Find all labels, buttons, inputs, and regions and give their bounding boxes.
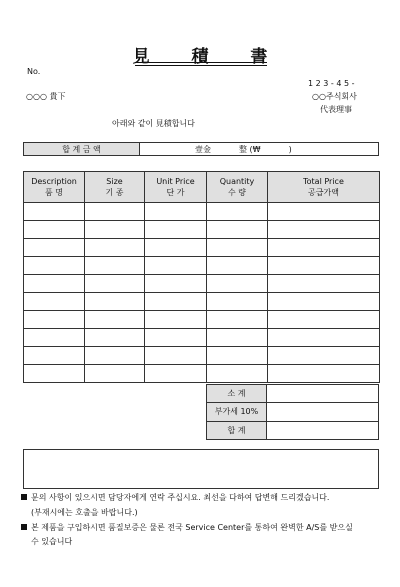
table-cell[interactable]: [145, 257, 207, 275]
table-cell[interactable]: [145, 347, 207, 365]
table-cell[interactable]: [24, 365, 85, 383]
table-row: [24, 221, 380, 239]
table-cell[interactable]: [145, 275, 207, 293]
vat-value-cell[interactable]: [267, 403, 379, 421]
column-header: [207, 172, 268, 203]
column-header: [24, 172, 85, 203]
note-line-1: 문의 사항이 있으시면 담당자에게 연락 주십시요. 최선을 다하여 답변해 드리겠습니다.: [21, 492, 383, 503]
column-header-ko: 공급가액: [308, 188, 339, 197]
table-cell[interactable]: [24, 203, 85, 221]
table-cell[interactable]: [145, 221, 207, 239]
table-cell[interactable]: [207, 239, 268, 257]
column-header-en: Total Price: [303, 177, 344, 186]
column-header: [268, 172, 380, 203]
table-cell[interactable]: [24, 221, 85, 239]
table-cell[interactable]: [24, 347, 85, 365]
table-row: [24, 311, 380, 329]
table-cell[interactable]: [85, 329, 145, 347]
table-cell[interactable]: [268, 311, 380, 329]
table-cell[interactable]: [85, 275, 145, 293]
column-header-ko: 품 명: [45, 188, 63, 197]
table-cell[interactable]: [145, 365, 207, 383]
recipient: ○○○ 貴下: [26, 92, 66, 101]
column-header-en: Description: [31, 177, 77, 186]
table-cell[interactable]: [268, 239, 380, 257]
table-row: [24, 329, 380, 347]
table-cell[interactable]: [85, 221, 145, 239]
total-amount-value[interactable]: [140, 143, 378, 155]
table-cell[interactable]: [268, 293, 380, 311]
table-cell[interactable]: [145, 311, 207, 329]
table-cell[interactable]: [268, 221, 380, 239]
company-name: ○○주식회사: [312, 92, 357, 101]
memo-box[interactable]: [23, 449, 379, 489]
representative: 代表理事: [320, 105, 352, 114]
table-cell[interactable]: [85, 257, 145, 275]
table-cell[interactable]: [207, 311, 268, 329]
table-cell[interactable]: [207, 293, 268, 311]
column-header-en: Unit Price: [156, 177, 195, 186]
notes: [21, 492, 383, 547]
grand-total-row: [207, 421, 379, 439]
note-line-2: (부재시에는 호출을 바랍니다.): [31, 508, 138, 517]
column-header-ko: 단 가: [166, 188, 185, 197]
table-cell[interactable]: [207, 203, 268, 221]
table-cell[interactable]: [268, 365, 380, 383]
column-header-en: Size: [106, 177, 123, 186]
document-number-label: No.: [27, 67, 41, 76]
table-cell[interactable]: [24, 239, 85, 257]
note-line-4: 수 있습니다: [31, 537, 73, 546]
currency-word: 壹金: [195, 144, 211, 154]
table-cell[interactable]: [85, 347, 145, 365]
column-header: [145, 172, 207, 203]
table-cell[interactable]: [24, 311, 85, 329]
table-cell[interactable]: [145, 293, 207, 311]
grand-total-label: 합 계: [207, 421, 267, 439]
table-cell[interactable]: [207, 275, 268, 293]
table-row: [24, 239, 380, 257]
column-header: [85, 172, 145, 203]
subtotal-row: [207, 385, 379, 403]
table-cell[interactable]: [85, 203, 145, 221]
table-cell[interactable]: [145, 239, 207, 257]
currency-close: ): [288, 144, 292, 154]
table-cell[interactable]: [268, 257, 380, 275]
column-header-ko: 기 종: [105, 188, 124, 197]
total-amount-bar: [23, 142, 379, 156]
subtotal-value-cell[interactable]: [267, 385, 379, 403]
table-cell[interactable]: [24, 329, 85, 347]
table-cell[interactable]: [24, 293, 85, 311]
table-cell[interactable]: [268, 347, 380, 365]
items-table: [23, 171, 380, 383]
table-cell[interactable]: [207, 221, 268, 239]
subtotal-label: 소 계: [207, 385, 267, 403]
table-cell[interactable]: [24, 257, 85, 275]
bullet-square-icon: [21, 494, 27, 500]
table-row: [24, 257, 380, 275]
intro-text: 아래와 같이 見積합니다: [112, 119, 195, 128]
table-cell[interactable]: [207, 329, 268, 347]
currency-unit: 整 (₩: [239, 144, 261, 154]
document-title: 見 積 書: [132, 47, 286, 67]
grand-total-value-cell[interactable]: [267, 421, 379, 439]
note-line-3: 본 제품을 구입하시면 품질보증은 물론 전국 Service Center를 통하여 완벽한 A/S를 받으실: [21, 522, 383, 533]
table-cell[interactable]: [207, 347, 268, 365]
table-cell[interactable]: [24, 275, 85, 293]
total-amount-label: 합 계 금 액: [24, 143, 140, 155]
vat-row: [207, 403, 379, 421]
table-cell[interactable]: [85, 365, 145, 383]
table-cell[interactable]: [145, 203, 207, 221]
column-header-ko: 수 량: [228, 188, 246, 197]
summary-table: [206, 384, 379, 440]
table-cell[interactable]: [145, 329, 207, 347]
table-row: [24, 365, 380, 383]
table-cell[interactable]: [268, 275, 380, 293]
table-row: [24, 293, 380, 311]
table-cell[interactable]: [207, 257, 268, 275]
title-underline-second: [135, 65, 267, 66]
table-cell[interactable]: [85, 239, 145, 257]
table-row: [24, 275, 380, 293]
column-header-en: Quantity: [219, 177, 255, 186]
table-cell[interactable]: [85, 311, 145, 329]
table-cell[interactable]: [85, 293, 145, 311]
document-date: 1 2 3 - 4 5 -: [308, 79, 355, 88]
table-cell[interactable]: [207, 365, 268, 383]
title-underline: [135, 62, 267, 63]
table-cell[interactable]: [268, 329, 380, 347]
table-header-row: [24, 172, 380, 203]
table-row: [24, 347, 380, 365]
bullet-square-icon: [21, 524, 27, 530]
vat-label: 부가세 10%: [207, 403, 267, 421]
table-cell[interactable]: [268, 203, 380, 221]
table-row: [24, 203, 380, 221]
